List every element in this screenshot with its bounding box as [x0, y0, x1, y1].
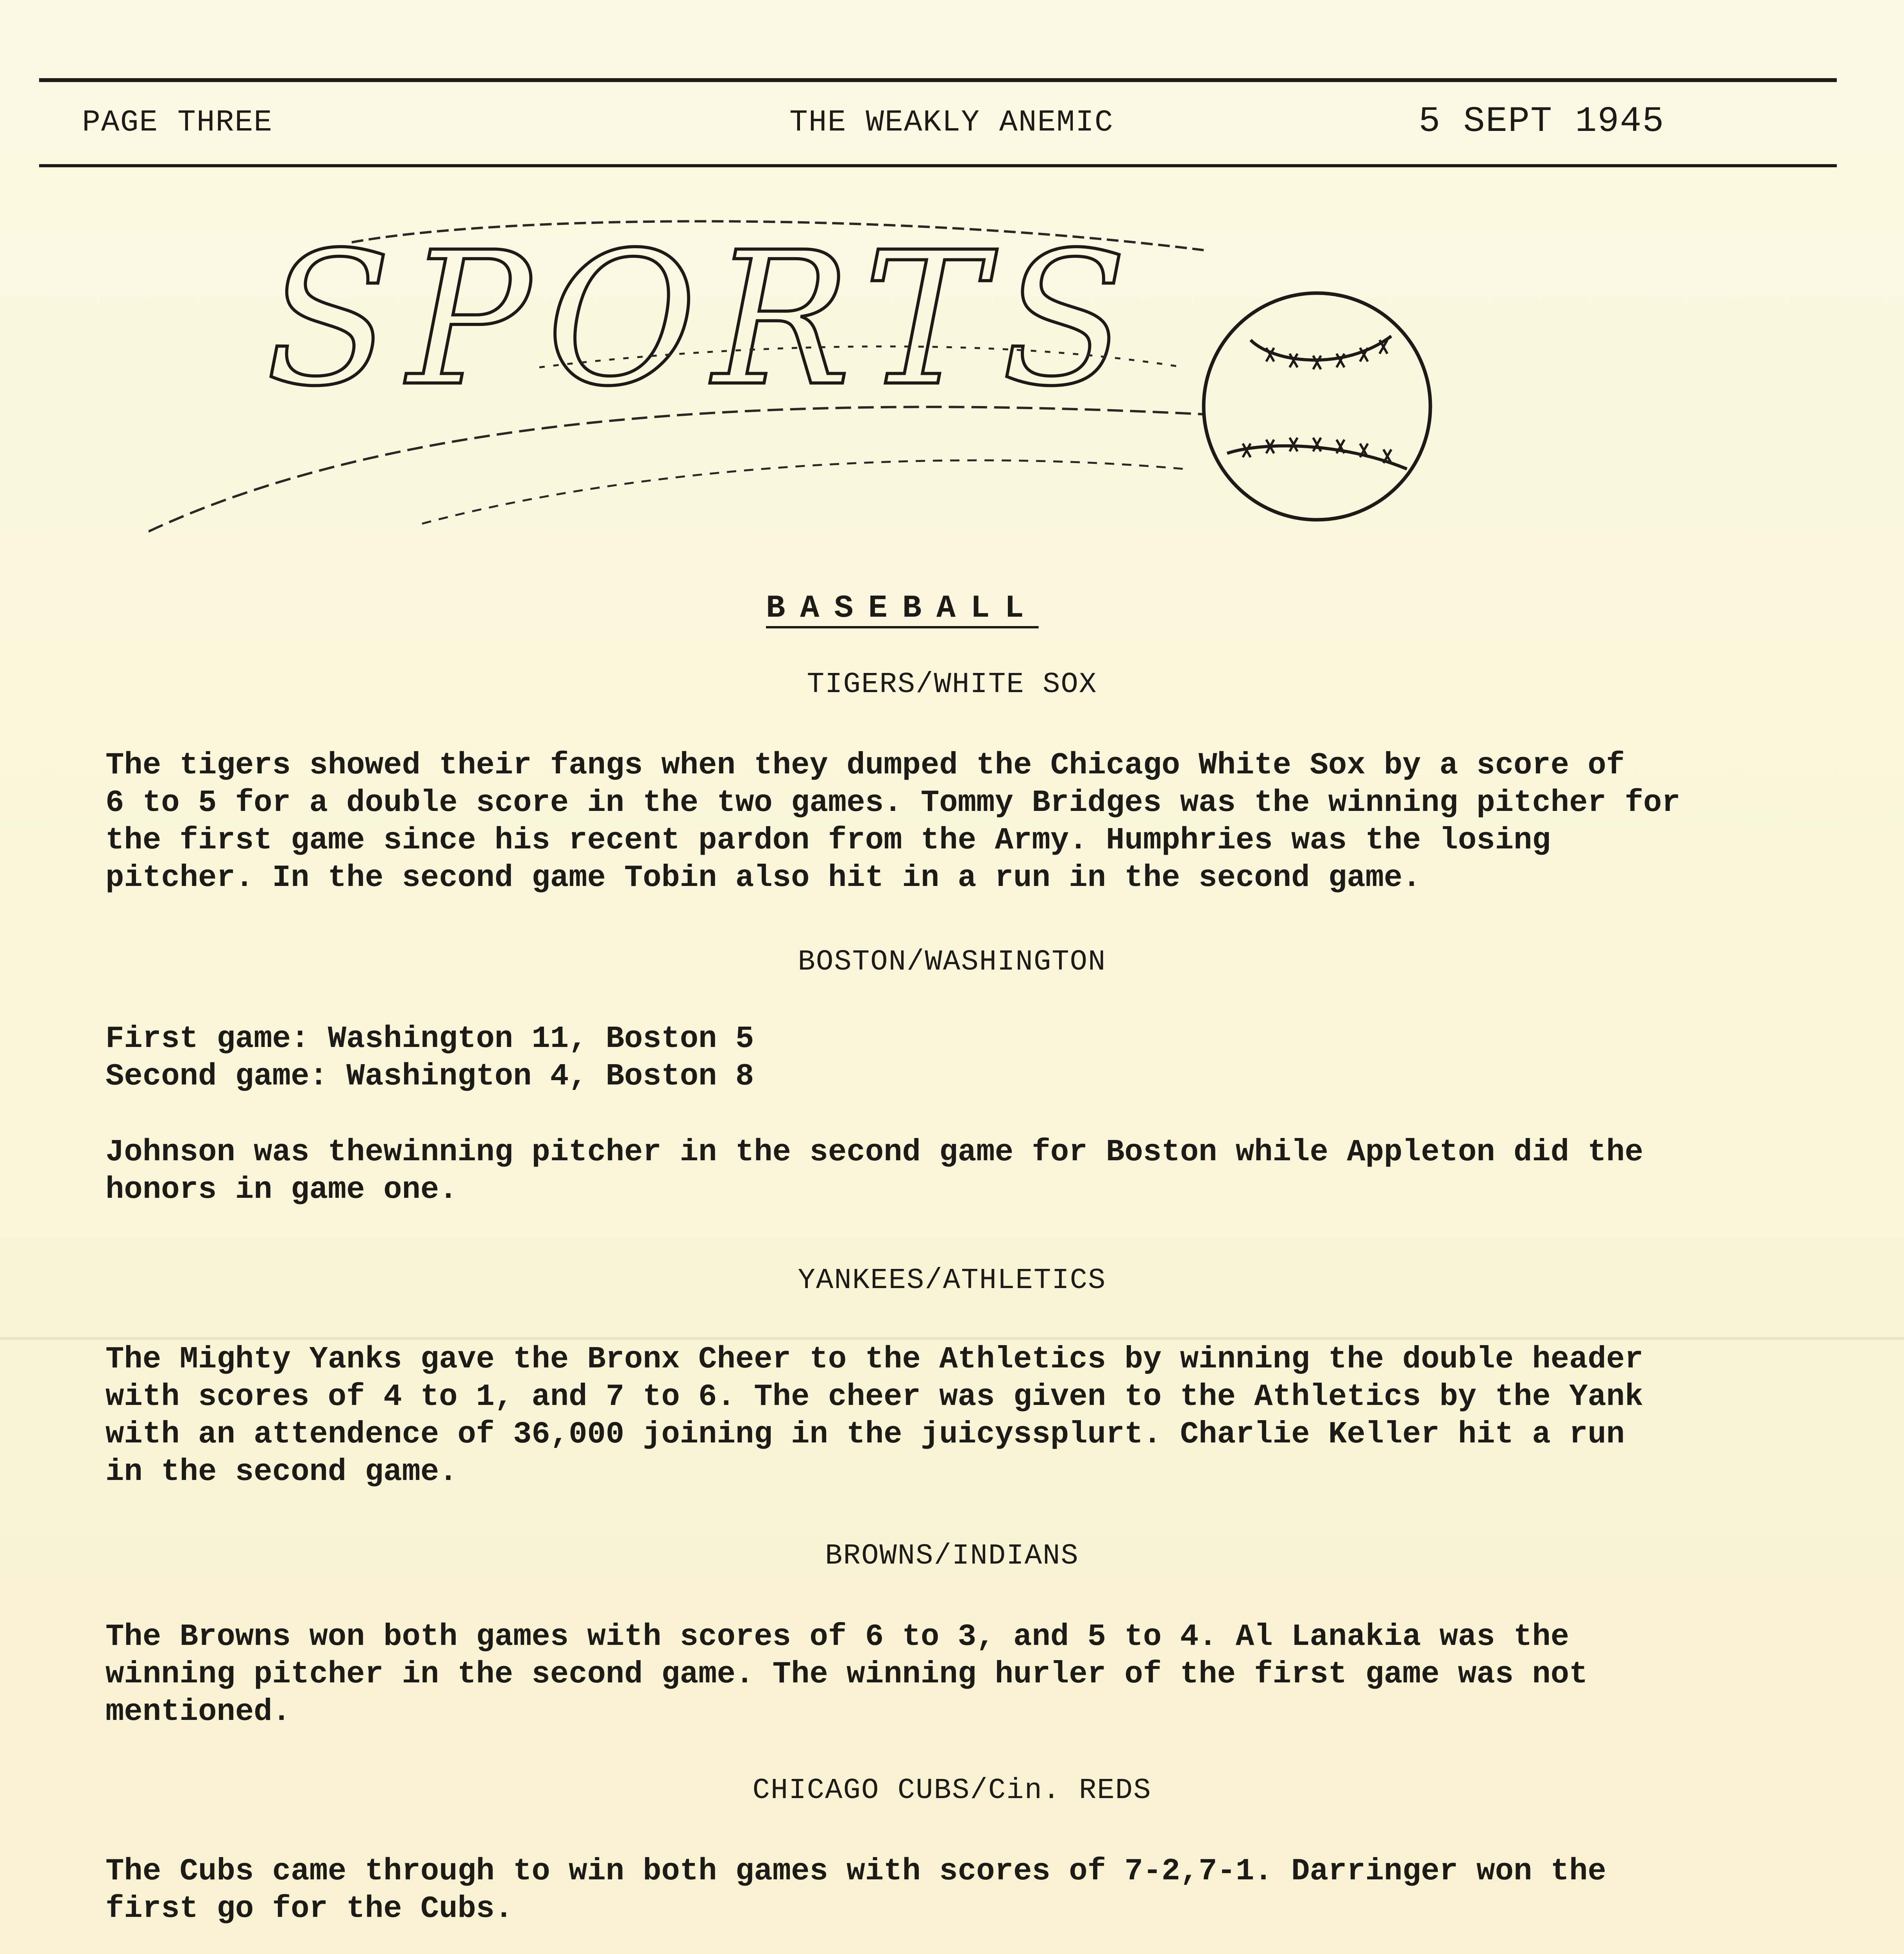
heading-browns-indians: BROWNS/INDIANS	[825, 1540, 1079, 1573]
paper-fold-crease	[0, 1337, 1904, 1340]
paragraph-browns-indians: The Browns won both games with scores of 6 to 3, and 5 to 4. Al Lanakia was the winning pitcher in the second game. The winning hurler of the first game was not mentioned.	[106, 1619, 1588, 1729]
baseball-icon	[1204, 293, 1430, 520]
page-number: PAGE THREE	[82, 106, 273, 140]
logo-sports-text: SPORTS	[266, 219, 1143, 426]
paragraph-yankees-athletics: The Mighty Yanks gave the Bronx Cheer to the Athletics by winning the double header with scores of 4 to 1, and 7 to 6. The cheer was given to the Athletics by the Yank with an attendence of 36,000 joining in the juicyssplurt. Charlie Keller hit a run in the second game.	[106, 1342, 1643, 1489]
heading-tigers-white-sox: TIGERS/WHITE SOX	[807, 668, 1097, 701]
issue-date: 5 SEPT 1945	[1419, 101, 1665, 142]
paragraph-tigers-white-sox: The tigers showed their fangs when they dumped the Chicago White Sox by a score of 6 to 5 for a double score in the two games. Tommy Bridges was the winning pitcher for the first game since his recent pardon from the Army. Humphries was the losing pitcher. In the second game Tobin also hit in a run in the second game.	[106, 748, 1680, 895]
sports-logo	[149, 219, 1477, 571]
publication-name: THE WEAKLY ANEMIC	[789, 106, 1114, 140]
paragraph-boston-washington-pitchers: Johnson was thewinning pitcher in the second game for Boston while Appleton did the honors in game one.	[106, 1134, 1643, 1207]
heading-cubs-reds: CHICAGO CUBS/Cin. REDS	[752, 1774, 1152, 1807]
header-top-rule	[39, 78, 1837, 82]
header-bottom-rule	[39, 164, 1837, 167]
heading-boston-washington: BOSTON/WASHINGTON	[798, 946, 1106, 979]
paragraph-boston-washington-scores: First game: Washington 11, Boston 5 Second game: Washington 4, Boston 8	[106, 1021, 754, 1094]
page-title-baseball: BASEBALL	[766, 590, 1039, 626]
paragraph-cubs-reds: The Cubs came through to win both games with scores of 7-2,7-1. Darringer won the first go for the Cubs.	[106, 1854, 1607, 1926]
logo-swash-under	[422, 460, 1184, 524]
heading-yankees-athletics: YANKEES/ATHLETICS	[798, 1264, 1106, 1297]
